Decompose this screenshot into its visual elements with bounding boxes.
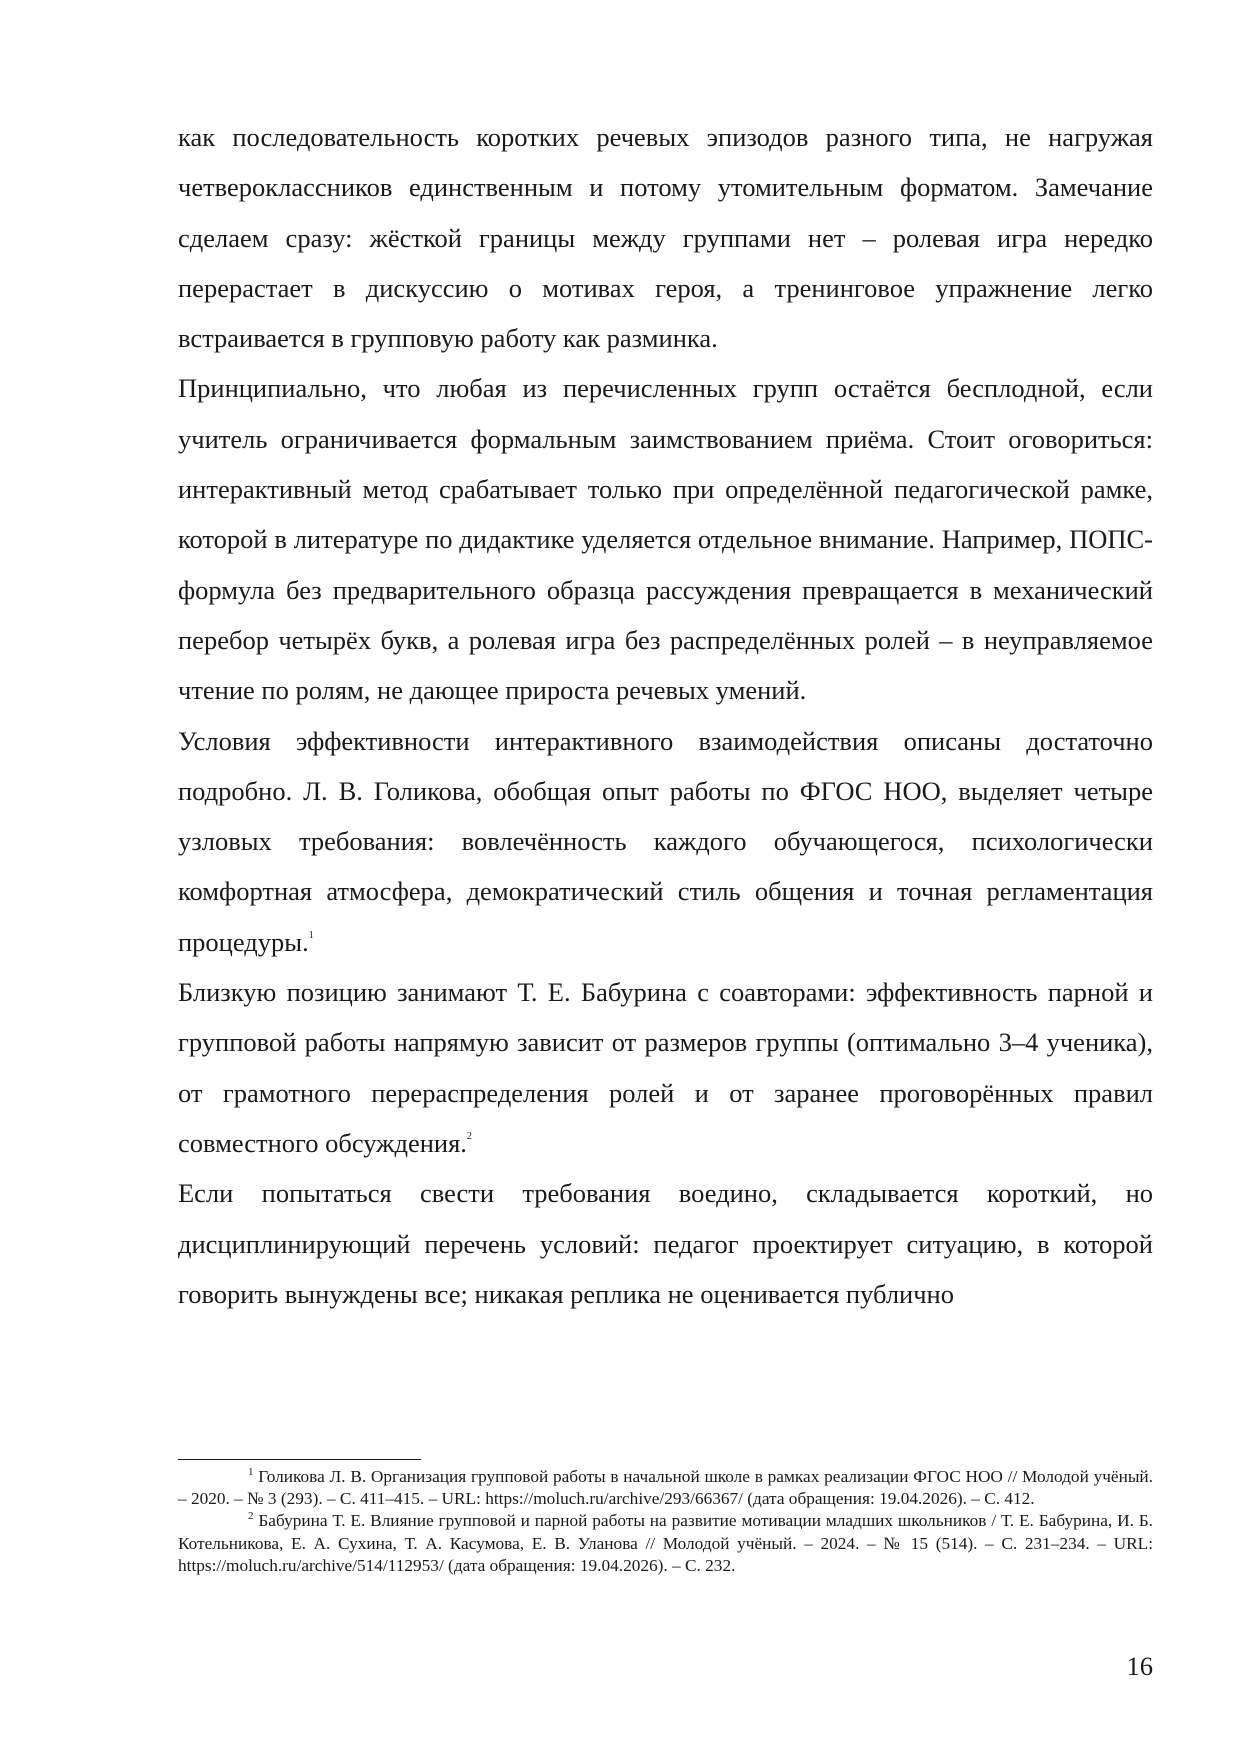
paragraph [178, 363, 1153, 715]
footnote-number: 2 [248, 1510, 254, 1523]
paragraph-text: Принципиально, что любая из перечисленных групп остаётся бесплодной, если учитель ограничивается формальным заимствованием приёма. Стоит оговориться: интерактивный метод срабатывает только при определённой педагогической рамке, которой в литературе по дидактике уделяется отдельное внимание. Например, ПОПС-формула без предварительного образца рассуждения превращается в механический перебор четырёх букв, а ролевая игра без распределённых ролей – в неуправляемое чтение по ролям, не дающее прироста речевых умений. [178, 373, 1153, 706]
paragraph-text: как последовательность коротких речевых эпизодов разного типа, не нагружая четвероклассников единственным и потому утомительным форматом. Замечание сделаем сразу: жёсткой границы между группами нет – ролевая игра нередко перерастает в дискуссию о мотивах героя, а тренинговое упражнение легко встраивается в групповую работу как разминка. [178, 122, 1153, 354]
footnote-text: Голикова Л. В. Организация групповой работы в начальной школе в рамках реализации ФГОС НОО // Молодой учёный. – 2020. – № 3 (293). – С. 411–415. – URL: https://moluch.ru/archive/293/66367/ (дата обращения: 19.04.2026). – С. 412. [178, 1467, 1154, 1509]
paragraph-text: Условия эффективности интерактивного взаимодействия описаны достаточно подробно. Л. В. Голикова, обобщая опыт работы по ФГОС НОО, выделяет четыре узловых требования: вовлечённость каждого обучающегося, психологически комфортная атмосфера, демократический стиль общения и точная регламентация процедуры. [178, 725, 1153, 957]
footnote-text: Бабурина Т. Е. Влияние групповой и парной работы на развитие мотивации младших школьников / Т. Е. Бабурина, И. Б. Котельникова, Е. А. Сухина, Т. А. Касумова, Е. В. Уланова // Молодой учёный. – 2024. – № 15 (514). – С. 231–234. – URL: https://moluch.ru/archive/514/112953/ (дата обращения: 19.04.2026). – С. 232. [178, 1511, 1153, 1575]
paragraph [178, 112, 1153, 363]
paragraph [178, 716, 1153, 967]
footnote-reference[interactable]: 1 [308, 929, 314, 941]
footnote [178, 1510, 1153, 1577]
footnote-reference[interactable]: 2 [466, 1130, 472, 1142]
footnotes [178, 1466, 1153, 1577]
body-text [178, 112, 1153, 1319]
paragraph-text: Близкую позицию занимают Т. Е. Бабурина с соавторами: эффективность парной и групповой работы напрямую зависит от размеров группы (оптимально 3–4 ученика), от грамотного перераспределения ролей и от заранее проговорённых правил совместного обсуждения. [178, 977, 1153, 1158]
footnote-number: 1 [248, 1466, 254, 1478]
page-number: 16 [1126, 1651, 1153, 1681]
paragraph [178, 1168, 1153, 1319]
footnote-separator [178, 1459, 421, 1460]
footnote [178, 1466, 1153, 1510]
paragraph [178, 967, 1153, 1168]
paragraph-text: Если попытаться свести требования воедино, складывается короткий, но дисциплинирующий перечень условий: педагог проектирует ситуацию, в которой говорить вынуждены все; никакая реплика не оценивается публично [178, 1178, 1153, 1309]
